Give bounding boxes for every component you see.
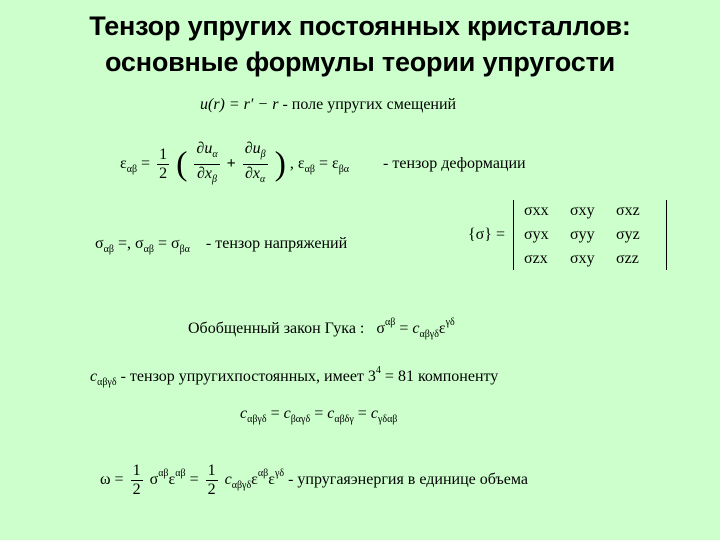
stress-symmetry: $\sigma_{\alpha\beta}$ =, $\sigma_{\alpha\beta} = \sigma_{\beta\alpha}$ — [95, 235, 190, 255]
elastic-tail: компоненту — [417, 368, 499, 385]
hooke-formula: $\sigma^{\alpha\beta} = c_{\alpha\beta\gamma\delta}\varepsilon^{\gamma\delta}$ — [376, 317, 455, 340]
matrix-cell: σxz — [616, 202, 640, 219]
stress-label: - тензор напряжений — [205, 235, 348, 252]
matrix-cell: σzx — [524, 250, 548, 267]
strain-label: - тензор деформации — [383, 155, 526, 173]
hooke-label: Обобщенный закон Гука : — [188, 320, 365, 337]
paren-right-icon: ) — [274, 145, 286, 183]
displacement-formula-row — [200, 96, 456, 114]
plus-sign: + — [226, 155, 236, 173]
title-line-1: Тензор упругих постоянных кристаллов: — [89, 11, 631, 41]
strain-lhs: $\varepsilon_{\alpha\beta}$ = — [120, 155, 151, 176]
matrix-cell: σxx — [524, 202, 549, 219]
stress-matrix-grid — [513, 200, 667, 270]
matrix-cell: σyy — [570, 226, 595, 243]
elastic-tensor-row — [90, 362, 498, 392]
matrix-cell: σxy — [570, 250, 595, 267]
strain-term-1: $\frac{\partial u_\alpha}{\partial x_\beta}$ — [196, 140, 218, 185]
elastic-count: = 81 — [384, 368, 414, 385]
hooke-row — [188, 314, 455, 344]
matrix-cell: σyx — [524, 226, 549, 243]
energy-label: - упругаяэнергия в единице объема — [288, 471, 528, 489]
stress-formula-row — [95, 235, 347, 259]
matrix-cell: σyz — [616, 226, 640, 243]
stress-matrix — [468, 200, 667, 270]
elastic-text: - тензор упругихпостоянных, имеет — [120, 368, 364, 385]
displacement-formula: u(r) = r′ − r — [200, 96, 279, 113]
elastic-power: $3^4$ — [367, 365, 381, 385]
strain-term-2: $\frac{\partial u_\beta}{\partial x_\alpha}$ — [244, 140, 266, 185]
strain-symmetry: , $\varepsilon_{\alpha\beta} = \varepsilon_{\beta\alpha}$ — [289, 155, 350, 176]
paren-left-icon: ( — [176, 145, 188, 183]
strain-formula-row — [120, 140, 526, 189]
energy-formula: ω = $\frac{1}{2}$ $\sigma^{\alpha\beta}\varepsilon^{\alpha\beta}$ = $\frac{1}{2}$ $c_{\alpha\beta\gamma\delta}\varepsilon^{\alpha\beta}\varepsilon^{\gamma\delta}$ — [100, 462, 285, 498]
elastic-symbol: $c_{\alpha\beta\gamma\delta}$ — [90, 368, 117, 388]
energy-row — [100, 462, 528, 499]
stress-matrix-lhs: {σ} = — [468, 226, 506, 243]
title-line-2: основные формулы теории упругости — [105, 47, 615, 77]
page-title — [0, 8, 720, 80]
elastic-symmetry-row: $c_{\alpha\beta\gamma\delta} = c_{\beta\alpha\gamma\delta} = c_{\alpha\beta\delta\gamma} = c_{\gamma\delta\alpha\beta}$ — [240, 405, 398, 425]
displacement-label: - поле упругих смещений — [282, 96, 457, 113]
matrix-cell: σxy — [570, 202, 595, 219]
matrix-cell: σzz — [616, 250, 639, 267]
strain-half: $\frac{1}{2}$ — [159, 146, 168, 182]
